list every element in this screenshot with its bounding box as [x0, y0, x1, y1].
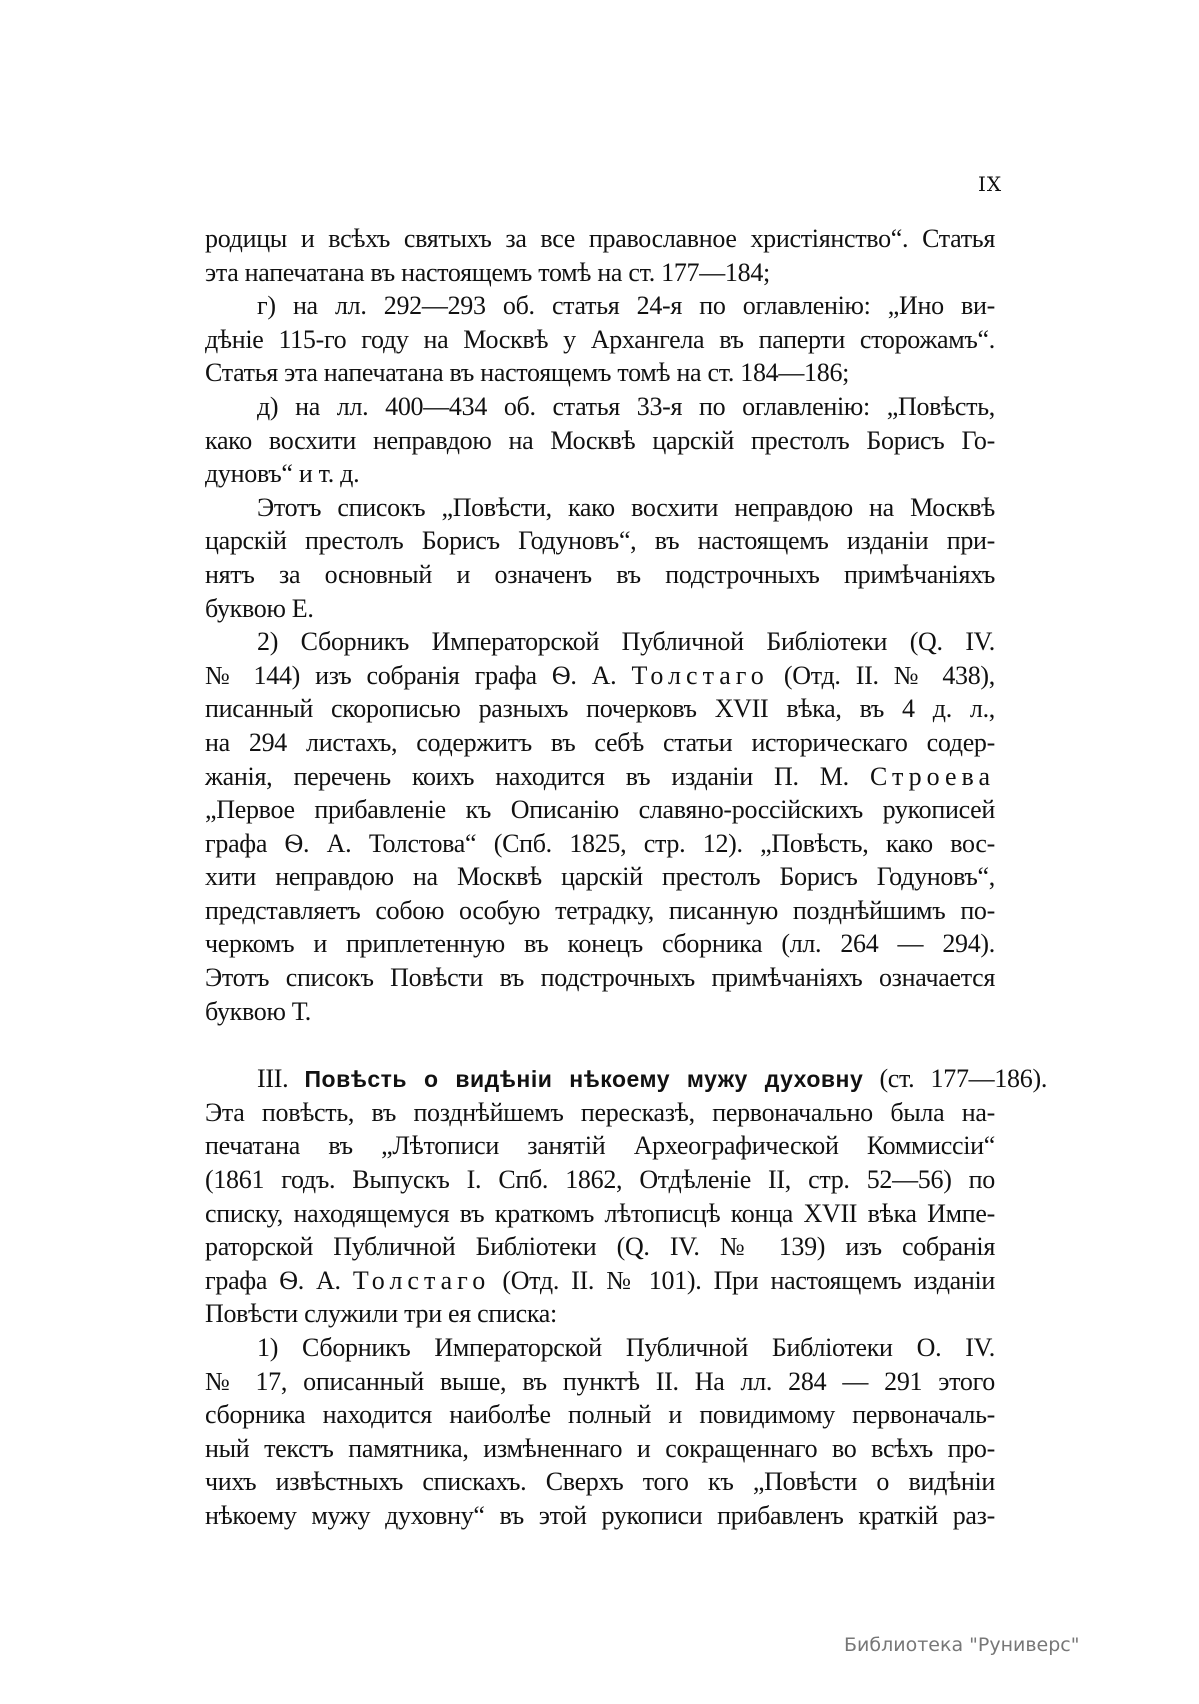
text-line: нѣкоему мужу духовну“ въ этой рукописи прибавленъ краткій раз-	[205, 1500, 995, 1530]
text-line: Этотъ списокъ „Повѣсти, како восхити неправдою на Москвѣ	[257, 492, 995, 522]
text-line: на 294 листахъ, содержитъ въ себѣ статьи историческаго содер-	[205, 727, 995, 757]
text-line: черкомъ и приплетенную въ конецъ сборника (лл. 264 — 294).	[205, 929, 995, 959]
text-line: д) на лл. 400—434 об. статья 33-я по оглавленію: „Повѣсть,	[257, 391, 995, 421]
spaced-name: Строева	[869, 761, 995, 791]
text-line: ный текстъ памятника, измѣненнаго и сокращеннаго во всѣхъ про-	[205, 1433, 995, 1463]
text-line: печатана въ „Лѣтописи занятій Археографической Коммиссіи“	[205, 1131, 995, 1161]
text-line: буквою Т.	[205, 996, 311, 1026]
text-line: Этотъ списокъ Повѣсти въ подстрочныхъ примѣчаніяхъ означается	[205, 963, 995, 993]
spaced-name: Толстаго	[352, 1265, 491, 1295]
text-line: писанный скорописью разныхъ почерковъ XVII вѣка, въ 4 д. л.,	[205, 694, 995, 724]
text-line: како восхити неправдою на Москвѣ царскій престолъ Борисъ Го-	[205, 425, 995, 455]
section-title: Повѣсть о видѣніи нѣкоему мужу духовну	[304, 1066, 864, 1093]
text-line: царскій престолъ Борисъ Годуновъ“, въ настоящемъ изданіи при-	[205, 526, 995, 556]
text-line: 1) Сборникъ Императорской Публичной Библіотеки О. IV.	[257, 1333, 995, 1362]
library-watermark: Библиотека "Руниверс"	[844, 1634, 1080, 1656]
text-line: 2) Сборникъ Императорской Публичной Библіотеки (Q. IV.	[257, 627, 995, 657]
text-line: буквою Е.	[205, 593, 314, 623]
text-line: графа Ѳ. А. Толстова“ (Спб. 1825, стр. 12). „Повѣсть, како вос-	[205, 828, 995, 858]
text-line: № 17, описанный выше, въ пунктѣ II. На лл. 284 — 291 этого	[205, 1366, 995, 1396]
text-line: списку, находящемуся въ краткомъ лѣтописцѣ конца XVII вѣка Импе-	[205, 1198, 995, 1228]
section-heading-line	[205, 1062, 1047, 1096]
text-line	[205, 760, 995, 794]
text-line: родицы и всѣхъ святыхъ за все православное христіянство“. Статья	[205, 224, 995, 253]
text-line: „Первое прибавленіе къ Описанію славяно-россійскихъ рукописей	[205, 795, 995, 825]
text-segment: № 144) изъ собранія графа Ѳ. А.	[205, 660, 632, 690]
text-line	[205, 1264, 995, 1298]
text-segment: жанія, перечень коихъ находится въ изданіи П. М.	[205, 761, 870, 791]
page-number: IX	[978, 172, 1003, 196]
text-line: Эта повѣсть, въ позднѣйшемъ пересказѣ, первоначально была на-	[205, 1097, 995, 1127]
text-line: эта напечатана въ настоящемъ томѣ на ст. 177—184;	[205, 257, 770, 287]
text-line: сборника находится наиболѣе полный и повидимому первоначаль-	[205, 1400, 995, 1430]
text-line: дѣніе 115-го году на Москвѣ у Архангела въ паперти сторожамъ“.	[205, 324, 995, 354]
text-line: Статья эта напечатана въ настоящемъ томѣ на ст. 184—186;	[205, 358, 850, 388]
text-line: хити неправдою на Москвѣ царскій престолъ Борисъ Годуновъ“,	[205, 862, 995, 892]
text-line: представляетъ собою особую тетрадку, писанную позднѣйшимъ по-	[205, 895, 995, 925]
text-line: Повѣсти служили три ея списка:	[205, 1299, 557, 1329]
section-gap	[205, 1028, 995, 1062]
text-segment: (ст. 177—186).	[863, 1064, 1048, 1094]
text-line: раторской Публичной Библіотеки (Q. IV. № 139) изъ собранія	[205, 1232, 995, 1262]
text-segment: (Отд. II. № 101). При настоящемъ изданіи	[490, 1265, 996, 1295]
text-segment: (Отд. II. № 438),	[768, 660, 995, 690]
text-line: г) на лл. 292—293 об. статья 24-я по оглавленію: „Ино ви-	[257, 291, 995, 321]
text-segment: графа Ѳ. А.	[205, 1265, 353, 1295]
spaced-name: Толстаго	[631, 660, 769, 690]
section-number: III.	[257, 1064, 305, 1094]
text-line: нятъ за основный и означенъ въ подстрочныхъ примѣчаніяхъ	[205, 559, 995, 589]
text-line: чихъ извѣстныхъ спискахъ. Сверхъ того къ „Повѣсти о видѣніи	[205, 1467, 995, 1497]
text-line: (1861 годъ. Выпускъ I. Спб. 1862, Отдѣленіе II, стр. 52—56) по	[205, 1165, 995, 1195]
text-line: дуновъ“ и т. д.	[205, 459, 360, 489]
body-text	[205, 222, 1048, 1533]
text-line	[205, 659, 995, 693]
